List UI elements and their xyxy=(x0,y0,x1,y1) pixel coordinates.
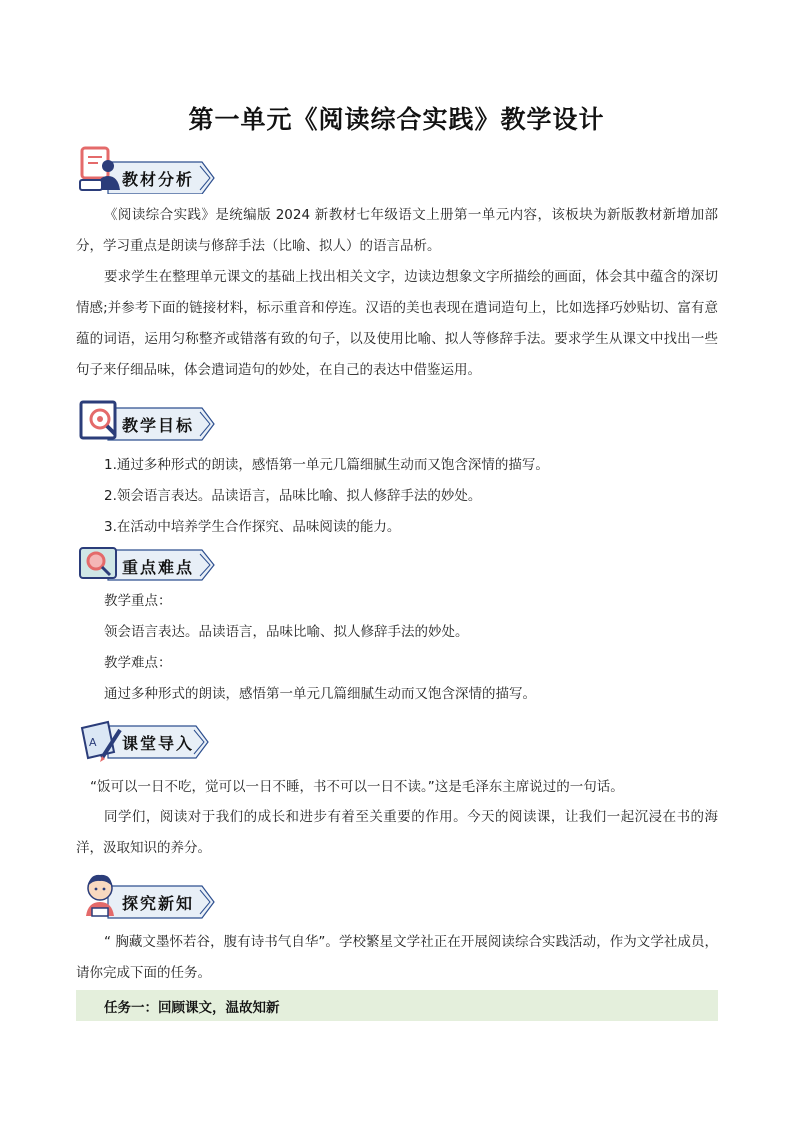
explore-paragraph: “ 胸藏文墨怀若谷，腹有诗书气自华”。学校繁星文学社正在开展阅读综合实践活动，作为文学社成员，请你完成下面的任务。 xyxy=(76,934,718,981)
goal-item: 1.通过多种形式的朗读，感悟第一单元几篇细腻生动而又饱含深情的描写。 xyxy=(104,457,549,473)
task-title: 任务一：回顾课文，温故知新 xyxy=(104,1000,280,1016)
section-heading-keypoints xyxy=(78,546,218,588)
section-heading-intro xyxy=(78,718,218,760)
intro-paragraph: 同学们，阅读对于我们的成长和进步有着至关重要的作用。今天的阅读课，让我们一起沉浸在书的海洋，汲取知识的养分。 xyxy=(76,809,718,856)
goal-item: 2.领会语言表达。品读语言，品味比喻、拟人修辞手法的妙处。 xyxy=(104,488,482,504)
analysis-paragraph-1: 《阅读综合实践》是统编版 2024 新教材七年级语文上册第一单元内容，该板块为新版教材新增加部分，学习重点是朗读与修辞手法（比喻、拟人）的语言品析。 xyxy=(76,207,718,254)
svg-text:A: A xyxy=(89,736,97,749)
task-banner xyxy=(76,990,718,1021)
heading-label: 课堂导入 xyxy=(122,734,195,753)
focus-text: 领会语言表达。品读语言，品味比喻、拟人修辞手法的妙处。 xyxy=(104,624,469,640)
analysis-paragraph-2: 要求学生在整理单元课文的基础上找出相关文字，边读边想象文字所描绘的画面，体会其中蕴含的深切情感;并参考下面的链接材料，标示重音和停连。汉语的美也表现在遣词造句上，比如选择巧妙贴切、富有意蕴的词语，运用匀称整齐或错落有致的句子，以及使用比喻、拟人等修辞手法。要求学生从课文中找出一些句子来仔细品味，体会遣词造句的妙处，在自己的表达中借鉴运用。 xyxy=(76,269,718,378)
target-search-icon xyxy=(78,398,122,446)
page-title: 第一单元《阅读综合实践》教学设计 xyxy=(188,105,605,134)
intro-quote: “饭可以一日不吃，觉可以一日不睡，书不可以一日不读。”这是毛泽东主席说过的一句话。 xyxy=(90,779,624,795)
section-heading-analysis xyxy=(78,146,218,188)
heading-label: 重点难点 xyxy=(122,558,195,577)
heading-label: 教材分析 xyxy=(122,170,195,189)
difficulty-text: 通过多种形式的朗读，感悟第一单元几篇细腻生动而又饱含深情的描写。 xyxy=(104,686,536,702)
focus-label: 教学重点： xyxy=(104,593,172,609)
magnifier-icon xyxy=(78,546,122,586)
section-heading-explore xyxy=(78,874,218,916)
heading-label: 探究新知 xyxy=(122,894,195,913)
presentation-icon xyxy=(78,144,122,192)
student-avatar-icon xyxy=(78,870,122,918)
difficulty-label: 教学难点： xyxy=(104,655,172,671)
section-heading-goals xyxy=(78,398,218,440)
heading-label: 教学目标 xyxy=(122,416,195,435)
writing-pen-icon xyxy=(78,718,122,764)
goal-item: 3.在活动中培养学生合作探究、品味阅读的能力。 xyxy=(104,519,401,535)
